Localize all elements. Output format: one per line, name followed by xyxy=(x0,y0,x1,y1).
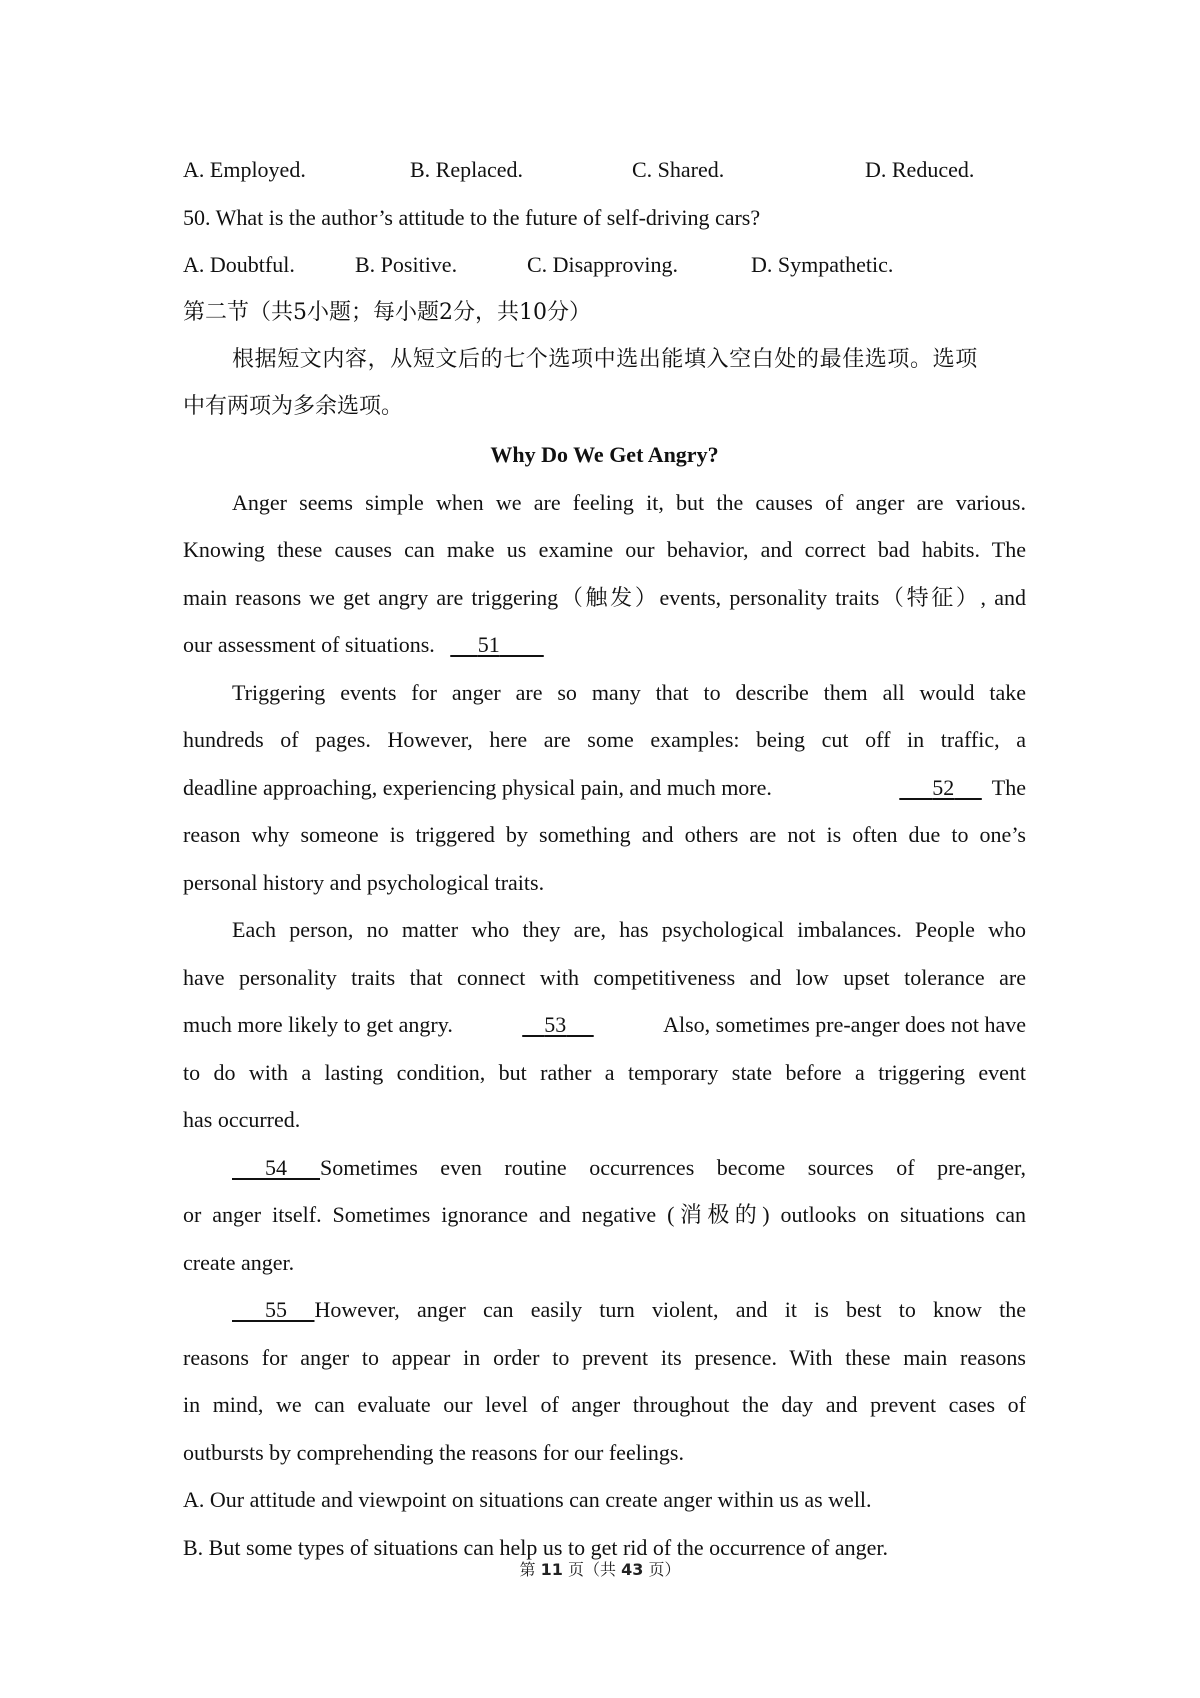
blank-53 xyxy=(522,1011,594,1039)
section-instruction-line-2: 中有两项为多余选项。 xyxy=(183,394,404,419)
p2-line-2: hundreds of pages. However, here are some examples: being cut off in traffic, a xyxy=(183,727,1026,752)
section-instruction-line-1: 根据短文内容，从短文后的七个选项中选出能填入空白处的最佳选项。选项 xyxy=(232,347,978,372)
p4-line-3: create anger. xyxy=(183,1250,295,1275)
p3-line-3-text: much more likely to get angry. xyxy=(183,1012,453,1037)
q49-option-a: A. Employed. xyxy=(183,157,306,182)
p3-line-5: has occurred. xyxy=(183,1107,301,1132)
p4-line-1 xyxy=(232,1154,1026,1182)
page-footer xyxy=(0,1560,1200,1580)
blank-55-number: 55 xyxy=(265,1297,287,1322)
blank-52 xyxy=(899,774,982,802)
p2-line-3-tail xyxy=(899,774,1026,802)
section-header: 第二节（共5小题；每小题2分，共10分） xyxy=(183,300,591,325)
p5-line-4: outbursts by comprehending the reasons for our feelings. xyxy=(183,1440,684,1465)
blank-53-number: 53 xyxy=(544,1012,567,1037)
p1-line-1: Anger seems simple when we are feeling it, but the causes of anger are various. xyxy=(232,490,1026,515)
p3-line-2: have personality traits that connect with competitiveness and low upset tolerance are xyxy=(183,965,1026,990)
blank-52-number: 52 xyxy=(932,775,955,800)
p2-line-3-text: deadline approaching, experiencing physical pain, and much more. xyxy=(183,775,772,800)
passage-title: Why Do We Get Angry? xyxy=(490,442,719,467)
p5-line-2: reasons for anger to appear in order to prevent its presence. With these main reasons xyxy=(183,1345,1026,1370)
p4-line-1-text: Sometimes even routine occurrences become sources of pre-anger, xyxy=(320,1155,1026,1180)
blank-51 xyxy=(450,631,544,659)
p3-line-3-end: Also, sometimes pre-anger does not have xyxy=(663,1012,1026,1037)
p2-line-3-end: The xyxy=(991,775,1026,800)
page-number: 11 xyxy=(540,1560,563,1579)
p4-line-2: or anger itself. Sometimes ignorance and negative (消极的) outlooks on situations can xyxy=(183,1202,1026,1227)
p2-line-3 xyxy=(183,774,1026,802)
footer-prefix: 第 xyxy=(519,1560,536,1579)
p3-line-3 xyxy=(183,1011,1026,1039)
blank-55 xyxy=(232,1296,315,1324)
footer-middle: 页（共 xyxy=(567,1560,616,1579)
q50-option-a: A. Doubtful. xyxy=(183,252,295,277)
p2-line-5: personal history and psychological traits. xyxy=(183,870,545,895)
footer-suffix: 页） xyxy=(648,1560,681,1579)
blank-54-number: 54 xyxy=(265,1155,287,1180)
q50-option-d: D. Sympathetic. xyxy=(751,252,894,277)
p1-line-3: main reasons we get angry are triggering（触发）events, personality traits（特征）, and xyxy=(183,585,1026,610)
p2-line-4: reason why someone is triggered by something and others are not is often due to one’s xyxy=(183,822,1026,847)
p1-line-4 xyxy=(183,631,1026,659)
p2-line-1: Triggering events for anger are so many that to describe them all would take xyxy=(232,680,1026,705)
p3-line-1: Each person, no matter who they are, has psychological imbalances. People who xyxy=(232,917,1026,942)
p3-line-4: to do with a lasting condition, but rather a temporary state before a triggering event xyxy=(183,1060,1026,1085)
q50-option-c: C. Disapproving. xyxy=(527,252,678,277)
p5-line-1-text: However, anger can easily turn violent, and it is best to know the xyxy=(314,1297,1026,1322)
q49-option-b: B. Replaced. xyxy=(410,157,524,182)
q49-option-d: D. Reduced. xyxy=(865,157,975,182)
p5-line-3: in mind, we can evaluate our level of anger throughout the day and prevent cases of xyxy=(183,1392,1026,1417)
q49-option-c: C. Shared. xyxy=(632,157,725,182)
page-total: 43 xyxy=(621,1560,644,1579)
p5-line-1 xyxy=(232,1296,1026,1324)
choice-a: A. Our attitude and viewpoint on situations can create anger within us as well. xyxy=(183,1487,872,1512)
choice-b: B. But some types of situations can help us to get rid of the occurrence of anger. xyxy=(183,1535,889,1560)
blank-54 xyxy=(232,1154,320,1182)
p1-line-2: Knowing these causes can make us examine our behavior, and correct bad habits. The xyxy=(183,537,1026,562)
p1-line-4-text: our assessment of situations. xyxy=(183,632,435,657)
blank-51-number: 51 xyxy=(477,632,500,657)
q50-stem: 50. What is the author’s attitude to the future of self-driving cars? xyxy=(183,205,761,230)
q50-option-b: B. Positive. xyxy=(355,252,458,277)
